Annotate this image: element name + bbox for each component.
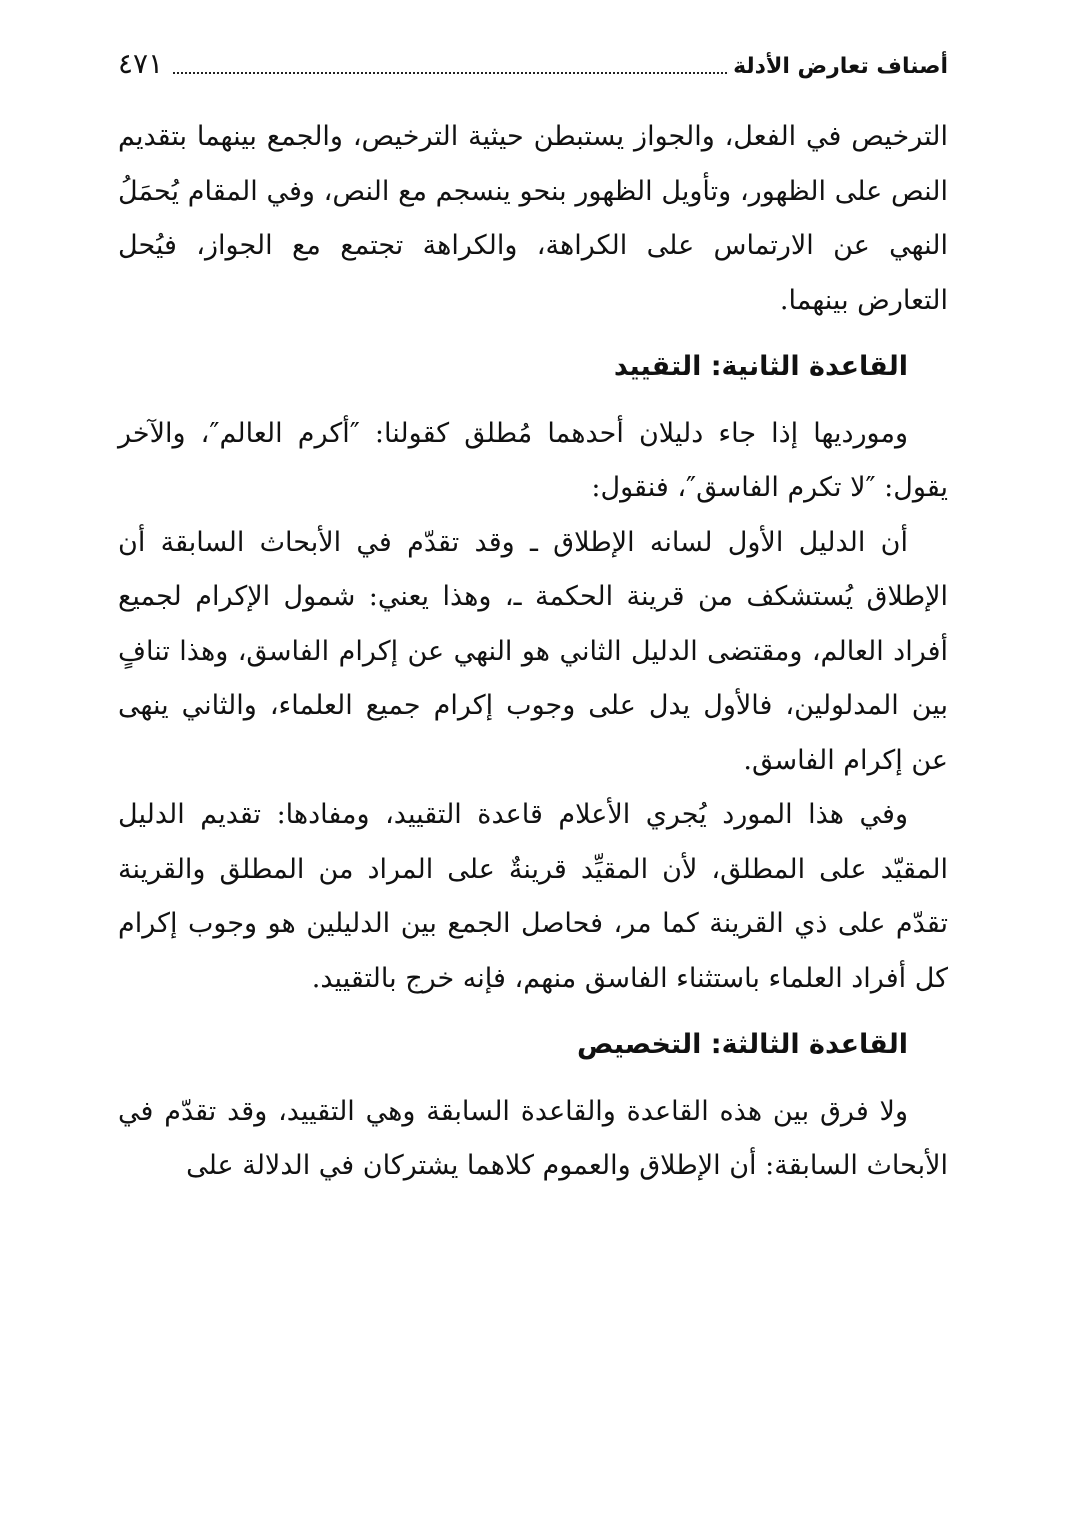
paragraph-4: وفي هذا المورد يُجري الأعلام قاعدة التقييد، ومفادها: تقديم الدليل المقيّد على المطلق، لأن المقيِّد قرينةٌ على المراد من المطلق والقرينة تقدّم على ذي القرينة كما مر، فحاصل الجمع بين الدليلين هو وجوب إكرام كل أفراد العلماء باستثناء الفاسق منهم، فإنه خرج بالتقييد. [118,799,948,994]
section-heading-2: القاعدة الثانية: التقييد [613,351,908,382]
page-number: ٤٧١ [118,47,164,80]
paragraph-1: الترخيص في الفعل، والجواز يستبطن حيثية الترخيص، والجمع بينهما بتقديم النص على الظهور، وتأويل الظهور بنحو ينسجم مع النص، وفي المقام يُحمَلُ النهي عن الارتماس على الكراهة، والكراهة تجتمع مع الجواز، فيُحل التعارض بينهما. [118,121,948,316]
paragraph-2: ومورديها إذا جاء دليلان أحدهما مُطلق كقولنا: ″أكرم العالم″، والآخر يقول: ″لا تكرم الفاسق″، فنقول: [118,417,948,503]
paragraph-3: أن الدليل الأول لسانه الإطلاق ـ وقد تقدّم في الأبحاث السابقة أن الإطلاق يُستشكف من قرينة الحكمة ـ، وهذا يعني: شمول الإكرام لجميع أفراد العالم، ومقتضى الدليل الثاني هو النهي عن إكرام الفاسق، وهذا تنافٍ بين المدلولين، فالأول يدل على وجوب إكرام جميع العلماء، والثاني ينهى عن إكرام الفاسق. [118,526,948,776]
body-text [118,110,948,1194]
running-header [118,38,948,78]
paragraph-5: ولا فرق بين هذه القاعدة والقاعدة السابقة وهي التقييد، وقد تقدّم في الأبحاث السابقة: أن الإطلاق والعموم كلاهما يشتركان في الدلالة على [118,1095,948,1181]
section-heading-3: القاعدة الثالثة: التخصيص [577,1029,908,1060]
header-leader-dots [173,72,727,74]
header-title: أصناف تعارض الأدلة [733,54,948,79]
